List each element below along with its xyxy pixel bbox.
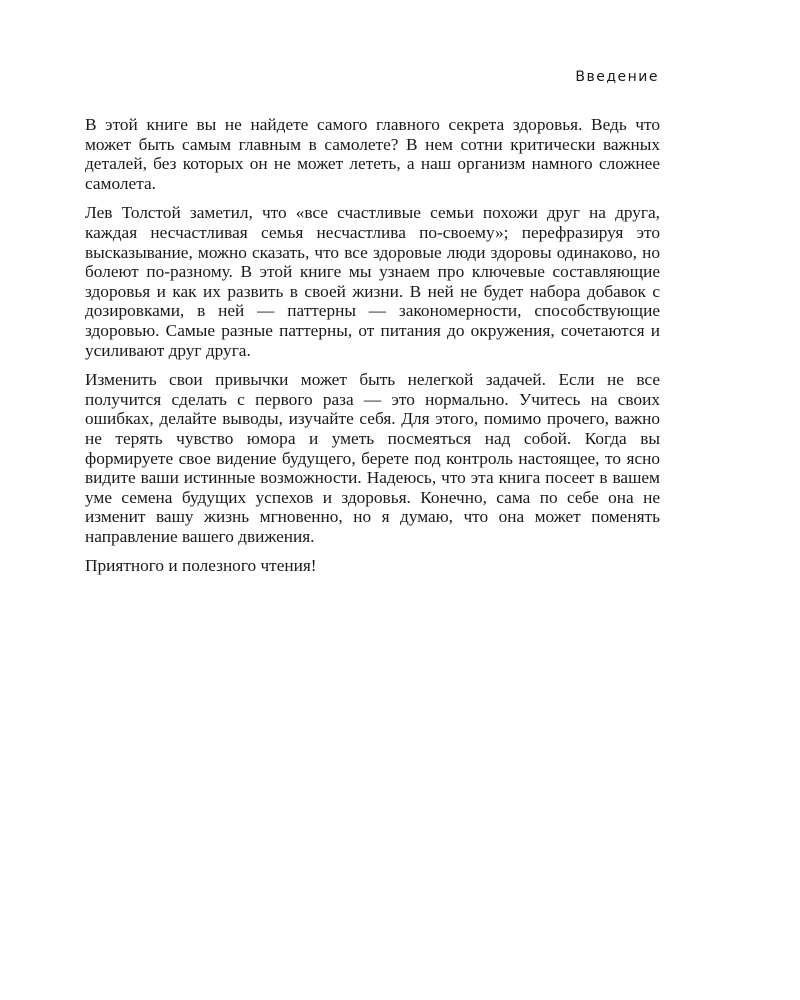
running-head-title: Введение: [575, 69, 659, 85]
paragraph-habits: Изменить свои привычки может быть нелегкой задачей. Если не все получится сделать с первого раза — это нормально. Учитесь на своих ошибках, делайте выводы, изучайте себя. Для этого, помимо прочего, важно не терять чувство юмора и уметь посмеяться над собой. Когда вы формируете свое видение будущего, берете под контроль настоящее, то ясно видите ваши истинные возможности. Надеюсь, что эта книга посеет в вашем уме семена будущих успехов и здоровья. Конечно, сама по себе она не изменит вашу жизнь мгновенно, но я думаю, что она может поменять направление вашего движения.: [85, 370, 660, 546]
paragraph-closing: Приятного и полезного чтения!: [85, 556, 317, 576]
body-text: [85, 115, 660, 576]
paragraph-intro: В этой книге вы не найдете самого главного секрета здоровья. Ведь что может быть самым главным в самолете? В нем сотни критически важных деталей, без которых он не может лететь, а наш организм намного сложнее самолета.: [85, 115, 660, 193]
paragraph-tolstoy: Лев Толстой заметил, что «все счастливые семьи похожи друг на друга, каждая несчастливая семья несчастлива по-своему»; перефразируя это высказывание, можно сказать, что все здоровые люди здоровы одинаково, но болеют по-разному. В этой книге мы узнаем про ключевые составляющие здоровья и как их развить в своей жизни. В ней не будет набора добавок с дозировками, в ней — паттерны — закономерности, способствующие здоровью. Самые разные паттерны, от питания до окружения, сочетаются и усиливают друг друга.: [85, 203, 660, 360]
